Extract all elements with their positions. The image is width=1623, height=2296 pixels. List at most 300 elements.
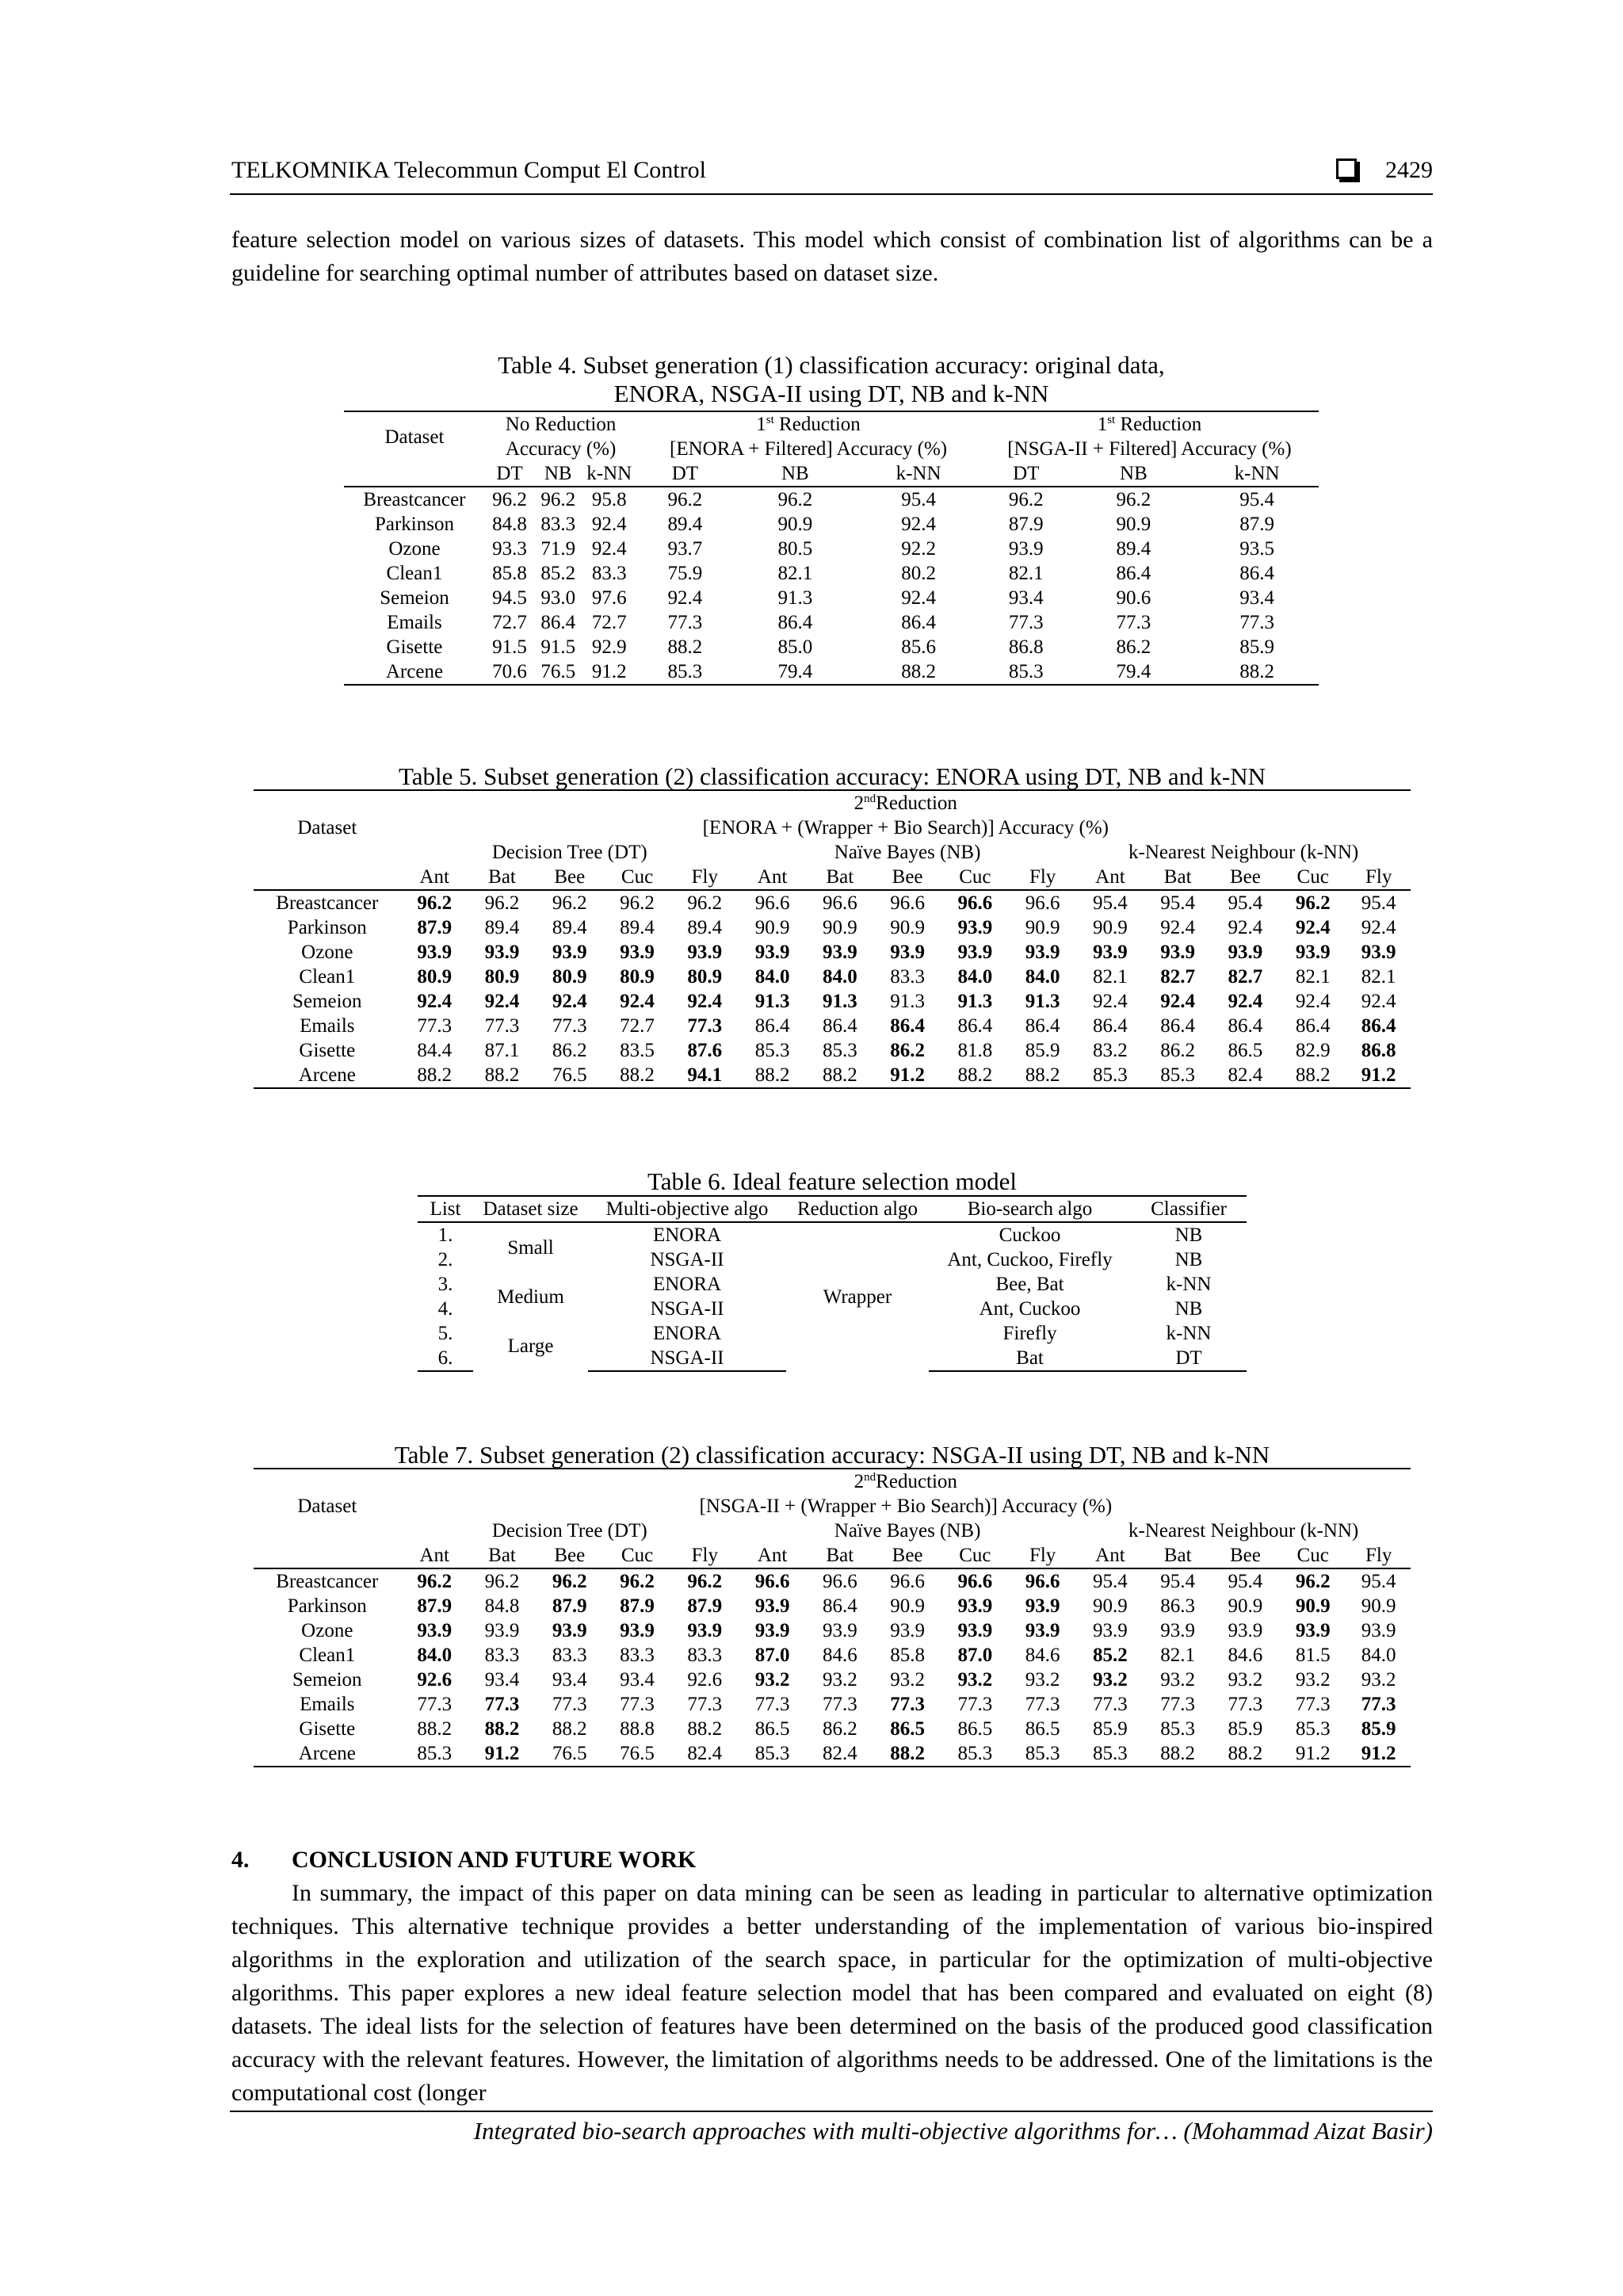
multi-objective-algo: NSGA-II bbox=[650, 1249, 724, 1270]
best-accuracy: 77.3 bbox=[687, 1015, 723, 1037]
accuracy-cell: 93.2 bbox=[1361, 1669, 1396, 1690]
table6-caption: Table 6. Ideal feature selection model bbox=[647, 1167, 1018, 1195]
table-row bbox=[254, 1594, 1411, 1618]
algo-header: Cuc bbox=[603, 1543, 670, 1568]
best-accuracy: 77.3 bbox=[1361, 1694, 1396, 1715]
best-accuracy: 84.0 bbox=[754, 966, 790, 988]
accuracy-cell: 90.9 bbox=[890, 917, 925, 938]
best-accuracy: 93.9 bbox=[1160, 942, 1196, 963]
accuracy-cell: 77.3 bbox=[1295, 1694, 1331, 1715]
accuracy-cell: 85.3 bbox=[754, 1040, 790, 1061]
algo-header: Bat bbox=[468, 865, 536, 890]
accuracy-cell: 84.8 bbox=[484, 1595, 520, 1617]
accuracy-cell: 93.2 bbox=[890, 1669, 925, 1690]
dataset-name: Arcene bbox=[344, 659, 485, 685]
accuracy-cell: 70.6 bbox=[485, 659, 534, 685]
accuracy-cell bbox=[1279, 940, 1346, 965]
table-row bbox=[254, 1643, 1411, 1668]
accuracy-cell: 90.9 bbox=[777, 514, 813, 535]
accuracy-cell bbox=[468, 1692, 536, 1717]
algo-header: Fly bbox=[671, 865, 739, 890]
table4-header-row bbox=[344, 437, 1319, 461]
accuracy-cell: 93.4 bbox=[1239, 587, 1274, 609]
best-accuracy: 86.2 bbox=[890, 1040, 925, 1061]
list-number: 3. bbox=[437, 1274, 453, 1295]
reduction-num: 2 bbox=[854, 1471, 865, 1492]
accuracy-cell bbox=[536, 1594, 603, 1618]
accuracy-cell: 77.3 bbox=[417, 1694, 453, 1715]
accuracy-cell: 77.3 bbox=[1025, 1694, 1060, 1715]
accuracy-cell: 95.4 bbox=[1361, 1571, 1396, 1592]
table-row bbox=[344, 561, 1319, 586]
accuracy-cell: 93.7 bbox=[667, 538, 703, 560]
accuracy-cell: 81.8 bbox=[957, 1040, 993, 1061]
bio-search-algo: Ant, Cuckoo, Firefly bbox=[947, 1249, 1113, 1270]
accuracy-cell: 85.8 bbox=[492, 563, 527, 584]
best-accuracy: 84.0 bbox=[822, 966, 857, 988]
accuracy-cell: 75.9 bbox=[667, 563, 703, 584]
accuracy-cell: 93.2 bbox=[822, 1669, 857, 1690]
best-accuracy: 93.9 bbox=[620, 1620, 655, 1641]
accuracy-cell: 93.3 bbox=[492, 538, 527, 560]
enora-reduction-accuracy: [ENORA + Filtered] Accuracy (%) bbox=[670, 438, 948, 460]
table-row bbox=[254, 1038, 1411, 1063]
accuracy-cell: 96.6 bbox=[890, 1571, 925, 1592]
table4-caption-line1: Table 4. Subset generation (1) classification accuracy: original data, bbox=[498, 351, 1165, 379]
accuracy-cell: 92.4 bbox=[591, 538, 627, 560]
best-accuracy: 93.9 bbox=[1228, 942, 1263, 963]
best-accuracy: 91.3 bbox=[822, 991, 857, 1012]
accuracy-cell: 85.3 bbox=[941, 1741, 1009, 1767]
accuracy-cell bbox=[739, 1618, 806, 1643]
accuracy-cell bbox=[468, 940, 536, 965]
accuracy-cell: 83.3 bbox=[890, 966, 925, 988]
accuracy-cell: 76.5 bbox=[603, 1741, 670, 1767]
accuracy-cell: 88.2 bbox=[857, 659, 980, 685]
accuracy-cell bbox=[401, 1643, 468, 1668]
accuracy-cell: 80.5 bbox=[777, 538, 813, 560]
table-row bbox=[254, 1692, 1411, 1717]
table-row bbox=[344, 512, 1319, 537]
table7-header-row bbox=[254, 1494, 1411, 1519]
algo-header: Cuc bbox=[1279, 865, 1346, 890]
accuracy-cell: 76.5 bbox=[536, 1063, 603, 1088]
column-header: Reduction algo bbox=[786, 1196, 929, 1222]
accuracy-cell: 88.2 bbox=[1009, 1063, 1076, 1088]
best-accuracy: 82.7 bbox=[1160, 966, 1196, 988]
accuracy-cell bbox=[536, 1568, 603, 1594]
accuracy-cell: 90.9 bbox=[1228, 1595, 1263, 1617]
accuracy-cell: 85.3 bbox=[1076, 1741, 1144, 1767]
best-accuracy: 93.9 bbox=[1295, 1620, 1331, 1641]
accuracy-cell bbox=[1076, 940, 1144, 965]
accuracy-cell bbox=[1279, 1568, 1346, 1594]
table5-algo-row bbox=[254, 865, 1411, 890]
accuracy-cell: 93.5 bbox=[1239, 538, 1274, 560]
algo-header: Bat bbox=[1144, 865, 1212, 890]
accuracy-cell: 83.3 bbox=[620, 1645, 655, 1666]
bio-search-algo: Firefly bbox=[1002, 1323, 1057, 1344]
best-accuracy: 93.9 bbox=[754, 1595, 790, 1617]
table6 bbox=[418, 1195, 1247, 1372]
best-accuracy: 85.2 bbox=[1093, 1645, 1128, 1666]
dataset-size: Large bbox=[507, 1335, 554, 1357]
accuracy-cell: 90.9 bbox=[890, 1595, 925, 1617]
accuracy-cell: 93.2 bbox=[1295, 1669, 1331, 1690]
best-accuracy: 93.9 bbox=[1361, 942, 1396, 963]
table-row bbox=[344, 487, 1319, 512]
accuracy-cell bbox=[873, 1741, 941, 1767]
empty-cell bbox=[254, 1543, 401, 1568]
accuracy-cell: 93.2 bbox=[1160, 1669, 1196, 1690]
accuracy-cell: 93.0 bbox=[540, 587, 576, 609]
best-accuracy: 92.4 bbox=[552, 991, 587, 1012]
accuracy-cell: 96.6 bbox=[1025, 892, 1060, 914]
enora-reduction-title-sup: st bbox=[766, 414, 774, 426]
accuracy-cell: 77.3 bbox=[552, 1694, 587, 1715]
square-bullet-icon bbox=[1336, 159, 1357, 179]
table-row bbox=[254, 1568, 1411, 1594]
accuracy-cell bbox=[1076, 1643, 1144, 1668]
accuracy-cell bbox=[1076, 1668, 1144, 1692]
journal-name: TELKOMNIKA Telecommun Comput El Control bbox=[231, 157, 706, 183]
accuracy-cell bbox=[1144, 940, 1212, 965]
classifier-group: k-Nearest Neighbour (k-NN) bbox=[1128, 1520, 1359, 1541]
best-accuracy: 93.9 bbox=[957, 942, 993, 963]
accuracy-cell bbox=[671, 1063, 739, 1088]
accuracy-cell: 85.3 bbox=[1295, 1718, 1331, 1740]
accuracy-cell bbox=[401, 1568, 468, 1594]
multi-objective-algo: ENORA bbox=[652, 1323, 722, 1344]
accuracy-cell: 93.4 bbox=[1008, 587, 1044, 609]
column-header: Bio-search algo bbox=[929, 1196, 1131, 1222]
accuracy-cell: 86.4 bbox=[777, 612, 813, 633]
accuracy-cell bbox=[468, 965, 536, 989]
accuracy-cell: 95.8 bbox=[591, 489, 627, 510]
accuracy-cell: 86.5 bbox=[754, 1718, 790, 1740]
classifier-group: k-Nearest Neighbour (k-NN) bbox=[1128, 842, 1359, 863]
table7-algo-row bbox=[254, 1543, 1411, 1568]
accuracy-cell: 91.3 bbox=[890, 991, 925, 1012]
dataset-size: Small bbox=[507, 1236, 554, 1259]
accuracy-cell: 82.4 bbox=[671, 1741, 739, 1767]
accuracy-cell bbox=[671, 1618, 739, 1643]
accuracy-cell: 77.3 bbox=[687, 1694, 723, 1715]
column-header: Dataset size bbox=[473, 1196, 588, 1222]
algo-header: Cuc bbox=[941, 1543, 1009, 1568]
best-accuracy: 77.3 bbox=[890, 1694, 925, 1715]
table4-caption bbox=[344, 351, 1319, 408]
accuracy-cell bbox=[401, 1668, 468, 1692]
table4 bbox=[344, 411, 1319, 686]
accuracy-cell: 90.9 bbox=[754, 917, 790, 938]
accuracy-cell: 90.9 bbox=[1093, 1595, 1128, 1617]
accuracy-cell bbox=[603, 1594, 670, 1618]
best-accuracy: 92.4 bbox=[1160, 991, 1196, 1012]
accuracy-cell: 86.4 bbox=[1025, 1015, 1060, 1037]
accuracy-cell: 80.2 bbox=[901, 563, 936, 584]
accuracy-cell bbox=[739, 965, 806, 989]
accuracy-cell bbox=[1009, 1568, 1076, 1594]
algo-header: Bee bbox=[873, 865, 941, 890]
accuracy-cell: 77.3 bbox=[667, 612, 703, 633]
classifier: k-NN bbox=[1166, 1274, 1212, 1295]
accuracy-cell: 97.6 bbox=[591, 587, 627, 609]
table-row bbox=[254, 1717, 1411, 1741]
best-accuracy: 91.3 bbox=[957, 991, 993, 1012]
accuracy-cell: 88.2 bbox=[468, 1063, 536, 1088]
accuracy-cell: 88.2 bbox=[1212, 1741, 1279, 1767]
dataset-name: Semeion bbox=[292, 1669, 362, 1690]
section-number: 4. bbox=[231, 1847, 250, 1873]
classifier-header: DT bbox=[485, 461, 534, 487]
table-row bbox=[254, 1063, 1411, 1088]
best-accuracy: 93.9 bbox=[957, 1620, 993, 1641]
accuracy-cell bbox=[1346, 940, 1411, 965]
list-number: 6. bbox=[418, 1346, 473, 1371]
accuracy-cell: 77.3 bbox=[484, 1015, 520, 1037]
accuracy-cell: 85.9 bbox=[1239, 636, 1274, 658]
accuracy-cell: 90.9 bbox=[1361, 1595, 1396, 1617]
no-reduction-accuracy: Accuracy (%) bbox=[505, 438, 617, 460]
best-accuracy: 96.6 bbox=[957, 1571, 993, 1592]
accuracy-cell bbox=[671, 965, 739, 989]
accuracy-cell: 93.9 bbox=[484, 1620, 520, 1641]
accuracy-cell: 82.1 bbox=[1093, 966, 1128, 988]
best-accuracy: 86.4 bbox=[1361, 1015, 1396, 1037]
dataset-name: Clean1 bbox=[299, 966, 356, 988]
accuracy-cell bbox=[536, 989, 603, 1014]
accuracy-cell: 92.4 bbox=[901, 587, 936, 609]
reduction-title bbox=[401, 1469, 1411, 1494]
accuracy-cell: 86.5 bbox=[1228, 1040, 1263, 1061]
table5-header-row bbox=[254, 816, 1411, 840]
accuracy-cell: 76.5 bbox=[536, 1741, 603, 1767]
best-accuracy: 86.5 bbox=[890, 1718, 925, 1740]
accuracy-cell: 93.2 bbox=[1228, 1669, 1263, 1690]
best-accuracy: 80.9 bbox=[687, 966, 723, 988]
accuracy-cell bbox=[806, 940, 873, 965]
best-accuracy: 92.4 bbox=[1295, 917, 1331, 938]
classifier-header: k-NN bbox=[582, 461, 636, 487]
dataset-name: Arcene bbox=[254, 1063, 401, 1088]
best-accuracy: 93.9 bbox=[1295, 942, 1331, 963]
dataset-header: Dataset bbox=[254, 790, 401, 865]
accuracy-cell: 79.4 bbox=[1072, 659, 1196, 685]
classifier-header: NB bbox=[1072, 461, 1196, 487]
list-number: 4. bbox=[437, 1298, 453, 1320]
best-accuracy: 87.9 bbox=[417, 1595, 453, 1617]
intro-paragraph bbox=[231, 223, 1433, 290]
column-header: Multi-objective algo bbox=[588, 1196, 786, 1222]
accuracy-cell: 90.9 bbox=[1093, 917, 1128, 938]
accuracy-cell: 95.4 bbox=[1239, 489, 1274, 510]
accuracy-cell bbox=[536, 965, 603, 989]
accuracy-cell: 86.5 bbox=[957, 1718, 993, 1740]
accuracy-cell: 91.5 bbox=[540, 636, 576, 658]
accuracy-cell: 92.4 bbox=[591, 514, 627, 535]
best-accuracy: 96.2 bbox=[1295, 892, 1331, 914]
best-accuracy: 93.9 bbox=[1093, 942, 1128, 963]
list-number: 1. bbox=[437, 1224, 453, 1246]
accuracy-cell: 85.9 bbox=[1025, 1040, 1060, 1061]
accuracy-cell: 90.9 bbox=[1025, 917, 1060, 938]
accuracy-cell: 95.4 bbox=[1228, 892, 1263, 914]
accuracy-cell: 92.4 bbox=[1160, 917, 1196, 938]
accuracy-cell: 84.0 bbox=[1361, 1645, 1396, 1666]
algo-header: Ant bbox=[401, 1543, 468, 1568]
accuracy-cell: 96.2 bbox=[777, 489, 813, 510]
accuracy-cell bbox=[941, 1594, 1009, 1618]
best-accuracy: 84.0 bbox=[417, 1645, 453, 1666]
accuracy-cell: 77.3 bbox=[1008, 612, 1044, 633]
best-accuracy: 92.4 bbox=[417, 991, 453, 1012]
accuracy-cell: 71.9 bbox=[540, 538, 576, 560]
empty-cell bbox=[254, 865, 401, 890]
accuracy-cell: 95.4 bbox=[901, 489, 936, 510]
accuracy-cell: 89.4 bbox=[1116, 538, 1151, 560]
accuracy-cell bbox=[671, 1594, 739, 1618]
algo-header: Cuc bbox=[941, 865, 1009, 890]
accuracy-cell: 86.4 bbox=[822, 1595, 857, 1617]
best-accuracy: 91.2 bbox=[890, 1064, 925, 1086]
footer-text: Integrated bio-search approaches with multi-objective algorithms for… (Mohammad Aizat Basir) bbox=[473, 2117, 1433, 2145]
accuracy-cell bbox=[739, 1643, 806, 1668]
best-accuracy: 84.0 bbox=[1025, 966, 1060, 988]
accuracy-cell: 92.4 bbox=[1093, 991, 1128, 1012]
accuracy-cell: 88.2 bbox=[1195, 659, 1319, 685]
reduction-algo: Wrapper bbox=[823, 1286, 892, 1308]
accuracy-cell bbox=[468, 989, 536, 1014]
dataset-name: Ozone bbox=[301, 1620, 353, 1641]
accuracy-cell bbox=[1346, 1014, 1411, 1038]
accuracy-cell: 93.9 bbox=[890, 1620, 925, 1641]
nsga-reduction-title-sup: st bbox=[1107, 414, 1116, 426]
accuracy-cell bbox=[873, 940, 941, 965]
accuracy-cell bbox=[1144, 965, 1212, 989]
reduction-sup: nd bbox=[864, 793, 876, 805]
best-accuracy: 93.9 bbox=[754, 1620, 790, 1641]
dataset-name: Emails bbox=[300, 1694, 355, 1715]
best-accuracy: 94.1 bbox=[687, 1064, 723, 1086]
accuracy-cell: 83.5 bbox=[620, 1040, 655, 1061]
accuracy-cell: 90.9 bbox=[1116, 514, 1151, 535]
accuracy-cell: 72.7 bbox=[591, 612, 627, 633]
table5-header-row bbox=[254, 790, 1411, 816]
accuracy-cell: 79.4 bbox=[734, 659, 857, 685]
table-row bbox=[344, 659, 1319, 685]
best-accuracy: 90.9 bbox=[1295, 1595, 1331, 1617]
accuracy-cell bbox=[603, 965, 670, 989]
table-row bbox=[254, 940, 1411, 965]
accuracy-cell: 86.2 bbox=[822, 1718, 857, 1740]
accuracy-cell: 85.3 bbox=[980, 659, 1072, 685]
dataset-name: Parkinson bbox=[287, 1595, 367, 1617]
accuracy-cell bbox=[401, 915, 468, 940]
accuracy-cell: 96.2 bbox=[492, 489, 527, 510]
algo-header: Bat bbox=[468, 1543, 536, 1568]
best-accuracy: 96.6 bbox=[754, 1571, 790, 1592]
accuracy-cell: 95.4 bbox=[1160, 892, 1196, 914]
accuracy-cell: 86.2 bbox=[1160, 1040, 1196, 1061]
algo-header: Ant bbox=[401, 865, 468, 890]
best-accuracy: 91.2 bbox=[1361, 1743, 1396, 1764]
list-number: 5. bbox=[437, 1323, 453, 1344]
running-footer bbox=[230, 2111, 1433, 2145]
reduction-sup: nd bbox=[864, 1471, 876, 1484]
classifier: NB bbox=[1174, 1249, 1203, 1270]
accuracy-cell: 85.3 bbox=[401, 1741, 468, 1767]
algo-header: Bee bbox=[536, 1543, 603, 1568]
best-accuracy: 96.6 bbox=[957, 892, 993, 914]
accuracy-cell bbox=[671, 940, 739, 965]
accuracy-cell bbox=[1279, 1618, 1346, 1643]
accuracy-cell: 85.9 bbox=[1093, 1718, 1128, 1740]
multi-objective-algo: NSGA-II bbox=[650, 1298, 724, 1320]
best-accuracy: 91.3 bbox=[754, 991, 790, 1012]
best-accuracy: 93.9 bbox=[417, 942, 453, 963]
accuracy-cell: 77.3 bbox=[417, 1015, 453, 1037]
dataset-header: Dataset bbox=[344, 411, 485, 461]
best-accuracy: 92.6 bbox=[417, 1669, 453, 1690]
dataset-name: Clean1 bbox=[299, 1645, 356, 1666]
accuracy-cell: 82.1 bbox=[1160, 1645, 1196, 1666]
classifier-header: NB bbox=[734, 461, 857, 487]
best-accuracy: 86.8 bbox=[1361, 1040, 1396, 1061]
accuracy-cell bbox=[671, 1014, 739, 1038]
table5 bbox=[254, 789, 1411, 1089]
accuracy-cell: 85.3 bbox=[1076, 1063, 1144, 1088]
best-accuracy: 93.9 bbox=[1025, 1620, 1060, 1641]
table-row bbox=[254, 1618, 1411, 1643]
accuracy-cell: 91.5 bbox=[492, 636, 527, 658]
classifier-group: Naïve Bayes (NB) bbox=[834, 1520, 981, 1541]
dataset-name: Emails bbox=[300, 1015, 355, 1037]
accuracy-cell bbox=[873, 1038, 941, 1063]
accuracy-cell: 92.4 bbox=[1228, 917, 1263, 938]
accuracy-cell: 86.3 bbox=[1160, 1595, 1196, 1617]
accuracy-cell: 77.3 bbox=[1093, 1694, 1128, 1715]
accuracy-cell: 86.4 bbox=[1239, 563, 1274, 584]
accuracy-cell bbox=[739, 1568, 806, 1594]
accuracy-cell: 88.2 bbox=[941, 1063, 1009, 1088]
table4-header-row bbox=[344, 411, 1319, 437]
running-header bbox=[230, 155, 1433, 195]
accuracy-cell: 86.4 bbox=[540, 612, 576, 633]
best-accuracy: 84.0 bbox=[957, 966, 993, 988]
accuracy-cell bbox=[1346, 1741, 1411, 1767]
algo-header: Fly bbox=[1346, 1543, 1411, 1568]
best-accuracy: 80.9 bbox=[620, 966, 655, 988]
table6-header-row bbox=[418, 1196, 1247, 1222]
accuracy-cell: 96.6 bbox=[754, 892, 790, 914]
best-accuracy: 80.9 bbox=[417, 966, 453, 988]
accuracy-cell bbox=[1009, 1618, 1076, 1643]
accuracy-cell bbox=[603, 1568, 670, 1594]
table-row bbox=[254, 965, 1411, 989]
nsga-reduction-title-text: Reduction bbox=[1115, 414, 1202, 435]
accuracy-cell bbox=[806, 989, 873, 1014]
accuracy-cell: 93.9 bbox=[1008, 538, 1044, 560]
accuracy-cell bbox=[401, 890, 468, 915]
table-row bbox=[344, 610, 1319, 635]
best-accuracy: 93.9 bbox=[957, 1595, 993, 1617]
accuracy-cell: 92.4 bbox=[667, 587, 703, 609]
accuracy-cell: 87.9 bbox=[1008, 514, 1044, 535]
method-title: [NSGA-II + (Wrapper + Bio Search)] Accuracy (%) bbox=[699, 1496, 1113, 1517]
column-header: List bbox=[418, 1196, 473, 1222]
best-accuracy: 93.9 bbox=[552, 942, 587, 963]
